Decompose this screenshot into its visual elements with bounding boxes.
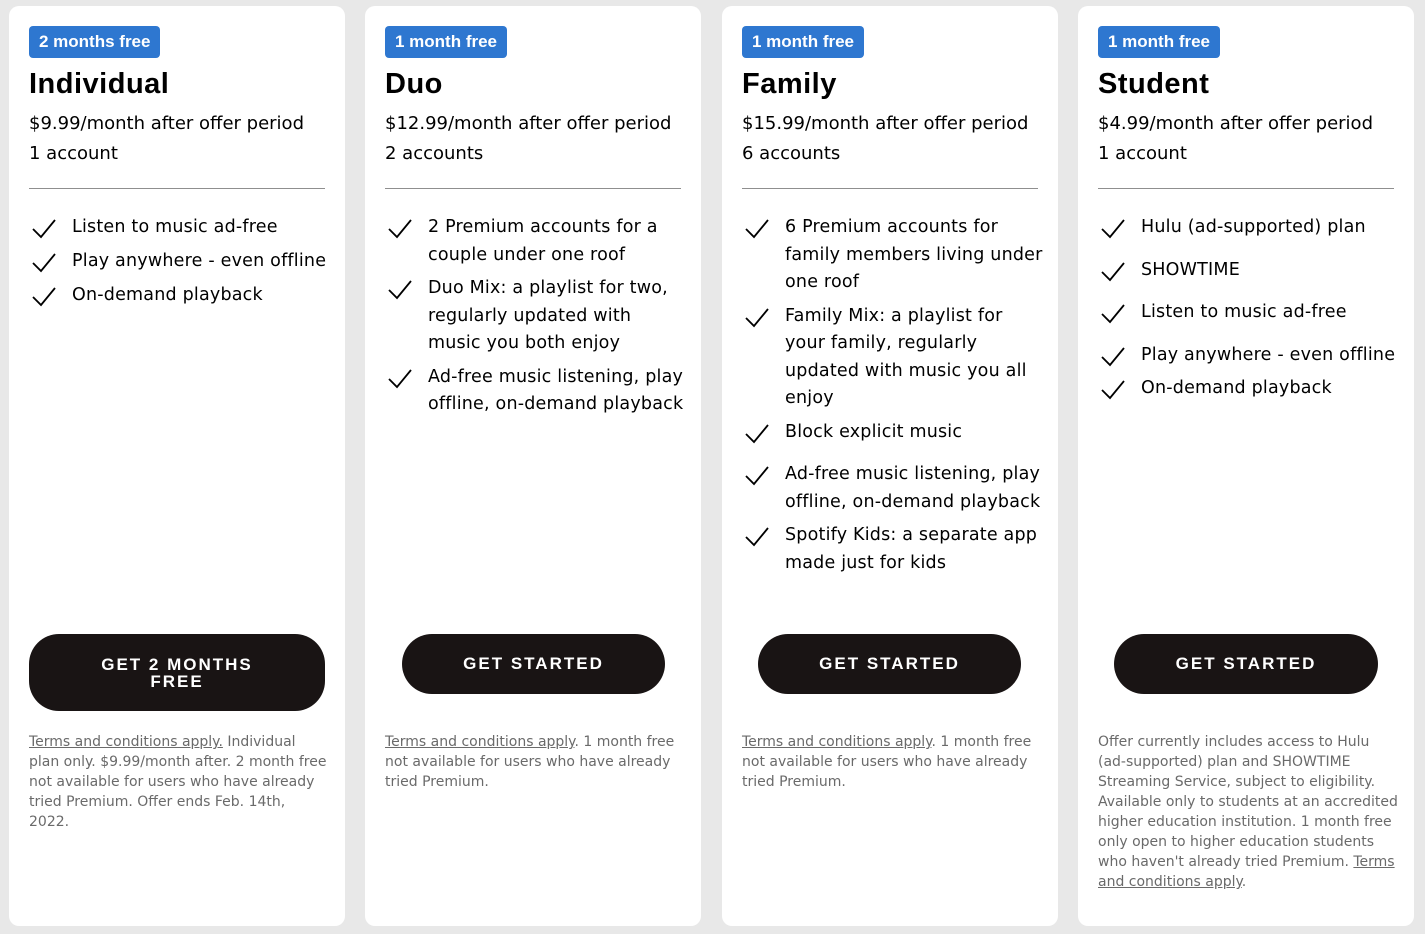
feature-text: Spotify Kids: a separate app made just for kids (785, 525, 1038, 573)
feature-text: Family Mix: a playlist for your family, regularly updated with music you all enjoy (785, 305, 1027, 408)
feature-text: Play anywhere - even offline (72, 250, 327, 271)
offer-badge: 2 months free (29, 26, 160, 58)
check-icon (31, 252, 57, 274)
check-icon (1100, 303, 1126, 325)
check-icon (1100, 379, 1126, 401)
feature-item (1098, 214, 1400, 242)
feature-text: Hulu (ad-supported) plan (1141, 217, 1366, 237)
check-icon (744, 218, 770, 240)
plan-price: $12.99/month after offer period (385, 113, 672, 134)
feature-item (385, 364, 687, 419)
check-icon (744, 465, 770, 487)
feature-item (742, 419, 1044, 447)
terms-link[interactable]: Terms and conditions apply (385, 734, 575, 750)
divider (385, 188, 681, 189)
get-started-button[interactable]: GET STARTED (1114, 634, 1378, 694)
plan-name: Individual (29, 68, 170, 100)
plan-name: Duo (385, 68, 443, 100)
feature-text: Ad-free music listening, play offline, on-demand playback (428, 366, 684, 414)
check-icon (1100, 346, 1126, 368)
offer-badge: 1 month free (385, 26, 507, 58)
divider (742, 188, 1038, 189)
feature-text: 2 Premium accounts for a couple under one roof (428, 217, 658, 265)
check-icon (1100, 261, 1126, 283)
feature-item (1098, 299, 1400, 327)
plan-card-duo (365, 6, 701, 926)
check-icon (1100, 218, 1126, 240)
terms-text: Terms and conditions apply. Individual plan only. $9.99/month after. 2 month free not available for users who have already tried Premium. Offer ends Feb. 14th, 2022. (29, 734, 327, 830)
terms-text: Terms and conditions apply. 1 month free not available for users who have already tried Premium. (385, 734, 675, 790)
terms-link[interactable]: Terms and conditions apply (1098, 854, 1395, 890)
plan-price: $15.99/month after offer period (742, 113, 1029, 134)
feature-text: Listen to music ad-free (72, 217, 278, 237)
feature-item (29, 282, 331, 310)
plan-accounts: 1 account (1098, 143, 1187, 164)
divider (29, 188, 325, 189)
offer-badge: 1 month free (742, 26, 864, 58)
feature-item (742, 461, 1044, 516)
terms-text: Terms and conditions apply. 1 month free not available for users who have already tried Premium. (742, 734, 1032, 790)
plan-accounts: 1 account (29, 143, 118, 164)
feature-text: Ad-free music listening, play offline, on-demand playback (785, 464, 1041, 512)
feature-item (1098, 257, 1400, 285)
terms-text: Offer currently includes access to Hulu (ad-supported) plan and SHOWTIME Streaming Service, subject to eligibility. Available only to students at an accredited higher education institution. 1 month free only open to higher education students who haven't already tried Premium. Terms and conditions apply. (1098, 734, 1398, 890)
feature-item (29, 214, 331, 242)
plan-price: $9.99/month after offer period (29, 113, 304, 134)
plan-accounts: 2 accounts (385, 143, 484, 164)
feature-text: On-demand playback (72, 285, 263, 305)
feature-item (1098, 342, 1400, 370)
feature-item (742, 522, 1044, 577)
divider (1098, 188, 1394, 189)
feature-text: 6 Premium accounts for family members living under one roof (785, 217, 1043, 292)
feature-item (385, 214, 687, 269)
feature-item (385, 275, 687, 358)
plan-price: $4.99/month after offer period (1098, 113, 1373, 134)
check-icon (744, 526, 770, 548)
plan-name: Family (742, 68, 837, 100)
get-started-button[interactable]: GET STARTED (402, 634, 665, 694)
feature-list (385, 214, 687, 425)
check-icon (387, 279, 413, 301)
feature-text: Play anywhere - even offline (1141, 344, 1396, 365)
feature-list (29, 214, 331, 316)
terms-link[interactable]: Terms and conditions apply. (29, 734, 223, 750)
feature-text: Listen to music ad-free (1141, 302, 1347, 322)
offer-badge: 1 month free (1098, 26, 1220, 58)
plan-accounts: 6 accounts (742, 143, 841, 164)
feature-list (742, 214, 1044, 583)
feature-item (29, 248, 331, 276)
feature-list (1098, 214, 1400, 409)
get-started-button[interactable]: GET STARTED (758, 634, 1021, 694)
check-icon (744, 423, 770, 445)
check-icon (744, 307, 770, 329)
check-icon (387, 368, 413, 390)
terms-link[interactable]: Terms and conditions apply (742, 734, 932, 750)
plan-card-individual (9, 6, 345, 926)
get-2-months-free-button[interactable]: GET 2 MONTHS FREE (29, 634, 325, 711)
check-icon (31, 218, 57, 240)
check-icon (387, 218, 413, 240)
feature-item (742, 303, 1044, 413)
feature-item (1098, 375, 1400, 403)
plan-card-student (1078, 6, 1414, 926)
feature-text: Duo Mix: a playlist for two, regularly updated with music you both enjoy (428, 278, 668, 353)
plan-name: Student (1098, 68, 1210, 100)
plan-card-family (722, 6, 1058, 926)
feature-text: SHOWTIME (1141, 259, 1240, 280)
feature-item (742, 214, 1044, 297)
feature-text: On-demand playback (1141, 378, 1332, 398)
check-icon (31, 286, 57, 308)
feature-text: Block explicit music (785, 421, 963, 442)
